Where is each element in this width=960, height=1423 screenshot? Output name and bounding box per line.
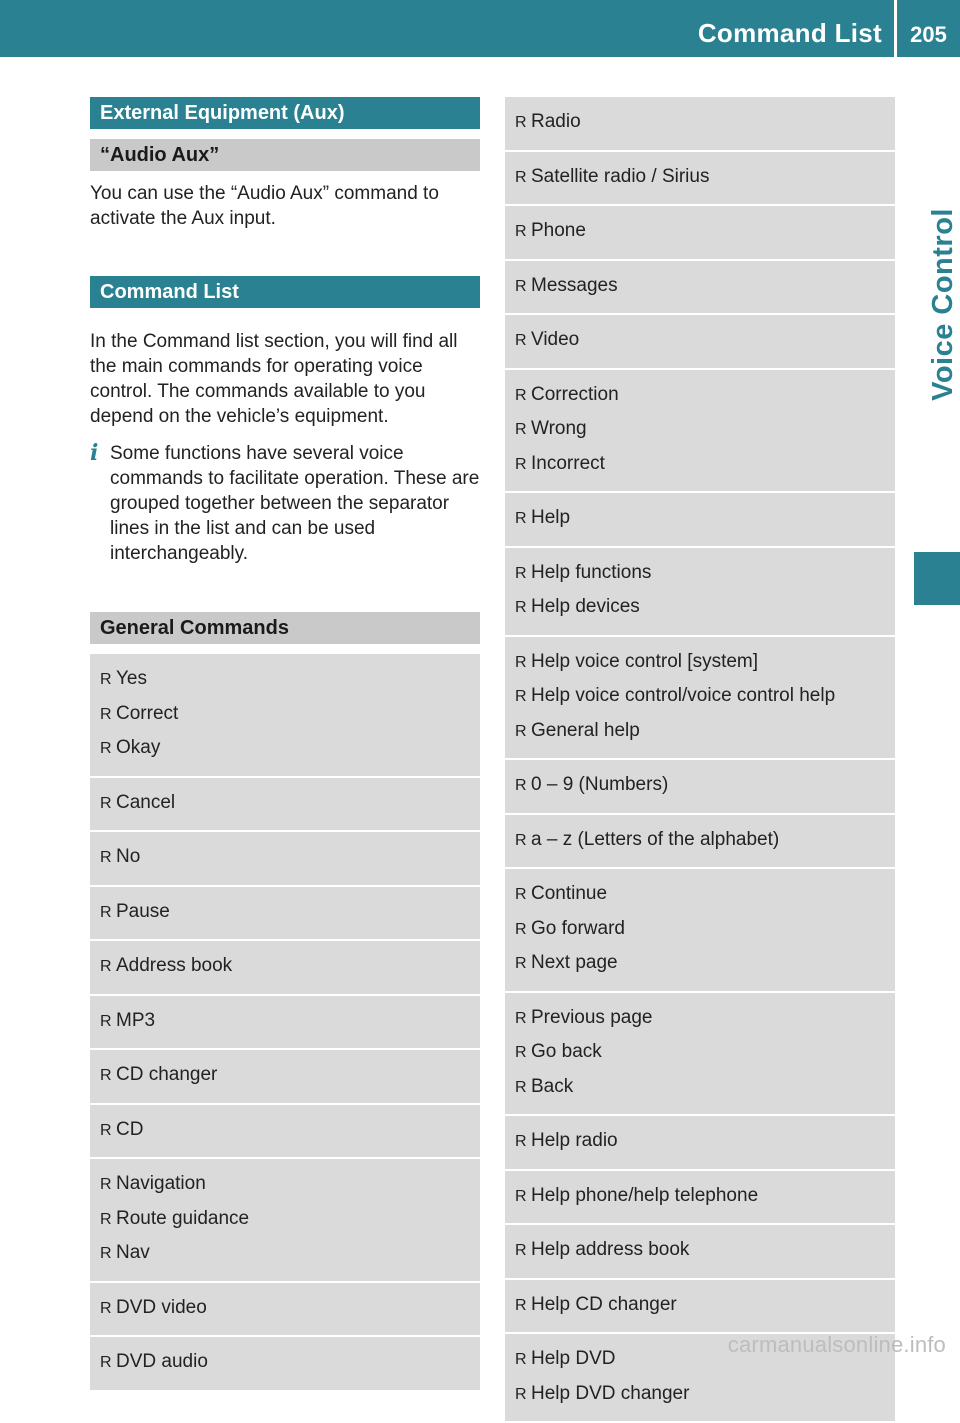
bullet-icon: R	[515, 223, 527, 240]
command-item	[515, 679, 885, 714]
command-list-heading: Command List	[90, 276, 480, 308]
command-item	[100, 786, 470, 821]
command-item	[515, 768, 885, 803]
page-header	[0, 0, 960, 57]
command-item	[100, 949, 470, 984]
command-item	[100, 731, 470, 766]
command-item	[515, 1124, 885, 1159]
command-item	[515, 877, 885, 912]
command-group	[90, 1050, 480, 1105]
page-number: 205	[910, 22, 947, 47]
command-item	[100, 662, 470, 697]
bullet-icon: R	[515, 831, 527, 849]
command-item	[515, 214, 885, 249]
bullet-icon: R	[100, 1299, 112, 1317]
command-item	[100, 697, 470, 732]
command-group	[90, 941, 480, 996]
command-group	[505, 760, 895, 815]
bullet-icon: R	[100, 903, 112, 921]
command-group	[505, 815, 895, 870]
command-item	[515, 714, 885, 749]
command-text: Video	[531, 329, 580, 350]
command-item	[515, 447, 885, 482]
command-text: Back	[531, 1075, 574, 1097]
command-text: DVD audio	[116, 1351, 208, 1372]
right-column	[505, 97, 895, 1423]
command-item	[100, 1058, 470, 1093]
bullet-icon: R	[100, 740, 112, 757]
bullet-icon: R	[515, 1133, 527, 1150]
command-text: Phone	[531, 220, 586, 241]
command-text: Incorrect	[531, 452, 605, 474]
command-group	[505, 97, 895, 152]
bullet-icon: R	[100, 671, 112, 688]
command-text: Help phone/help telephone	[531, 1184, 759, 1206]
bullet-icon: R	[515, 277, 527, 295]
command-text: Help functions	[531, 561, 652, 583]
command-item	[515, 823, 885, 858]
command-text: Continue	[531, 883, 608, 904]
bullet-icon: R	[100, 1121, 112, 1139]
command-text: Go back	[531, 1041, 602, 1062]
command-item	[515, 590, 885, 625]
bullet-icon: R	[515, 1009, 527, 1027]
bullet-icon: R	[515, 421, 527, 438]
command-text: Cancel	[116, 791, 176, 813]
command-group	[90, 887, 480, 942]
bullet-icon: R	[100, 1067, 112, 1084]
command-text: Satellite radio / Sirius	[531, 165, 710, 187]
bullet-icon: R	[515, 920, 527, 938]
command-item	[515, 645, 885, 680]
command-item	[515, 912, 885, 947]
left-column	[90, 97, 480, 1392]
bullet-icon: R	[515, 1385, 527, 1403]
command-text: Okay	[116, 737, 161, 758]
bullet-icon: R	[515, 168, 527, 186]
bullet-icon: R	[515, 688, 527, 705]
command-text: Help voice control/voice control help	[531, 685, 836, 706]
command-text: Correct	[116, 702, 179, 724]
command-group	[505, 548, 895, 637]
bullet-icon: R	[515, 1078, 527, 1096]
command-item	[515, 105, 885, 140]
command-text: Help address book	[531, 1239, 690, 1260]
command-text: Navigation	[116, 1173, 206, 1194]
header-title: Command List	[697, 18, 882, 48]
command-text: No	[116, 846, 141, 867]
command-item	[515, 1288, 885, 1323]
aux-description: You can use the “Audio Aux” command to activate the Aux input.	[90, 183, 439, 229]
command-group	[505, 206, 895, 261]
bullet-icon: R	[515, 114, 527, 131]
bullet-icon: R	[100, 705, 112, 723]
command-item	[100, 895, 470, 930]
bullet-icon: R	[515, 1351, 527, 1368]
command-item	[515, 946, 885, 981]
bullet-icon: R	[515, 653, 527, 671]
bullet-icon: R	[100, 1012, 112, 1030]
command-group	[505, 1225, 895, 1280]
command-group	[90, 778, 480, 833]
bullet-icon: R	[100, 1354, 112, 1371]
bullet-icon: R	[515, 1187, 527, 1205]
command-item	[515, 1179, 885, 1214]
command-text: MP3	[116, 1009, 156, 1031]
info-icon: i	[90, 440, 99, 466]
general-commands-heading: General Commands	[90, 612, 480, 644]
command-item	[100, 1236, 470, 1271]
command-item	[515, 323, 885, 358]
command-text: CD changer	[116, 1064, 218, 1085]
command-item	[515, 1377, 885, 1412]
command-text: Pause	[116, 900, 170, 922]
page-footer	[0, 1332, 960, 1362]
watermark: carmanualsonline.info	[727, 1332, 946, 1357]
bullet-icon: R	[100, 849, 112, 866]
command-text: Radio	[531, 111, 581, 132]
bullet-icon: R	[515, 955, 527, 972]
command-text: Help voice control [system]	[531, 650, 759, 672]
bullet-icon: R	[515, 886, 527, 903]
command-group	[505, 993, 895, 1117]
command-text: General help	[531, 719, 640, 741]
command-item	[515, 556, 885, 591]
command-item	[100, 840, 470, 875]
bullet-icon: R	[515, 1296, 527, 1314]
bullet-icon: R	[100, 1176, 112, 1193]
command-group	[505, 315, 895, 370]
command-item	[100, 1004, 470, 1039]
command-item	[515, 412, 885, 447]
command-list-intro: In the Command list section, you will find all the main commands for operating voice control. The commands available to you depend on the vehicle’s equipment.	[90, 331, 458, 427]
command-group	[505, 1116, 895, 1171]
bullet-icon: R	[100, 794, 112, 812]
command-text: a – z (Letters of the alphabet)	[531, 828, 780, 850]
command-text: Messages	[531, 274, 618, 296]
command-group	[505, 261, 895, 316]
side-tab-label: Voice Control	[927, 208, 959, 401]
command-item	[100, 1113, 470, 1148]
bullet-icon: R	[515, 1044, 527, 1061]
command-group	[505, 370, 895, 494]
info-note	[90, 441, 480, 566]
command-item	[515, 1035, 885, 1070]
bullet-icon: R	[100, 1245, 112, 1262]
side-tab	[914, 57, 960, 605]
command-item	[100, 1202, 470, 1237]
bullet-icon: R	[515, 510, 527, 527]
command-group	[90, 1283, 480, 1338]
command-group	[505, 1171, 895, 1226]
command-group	[90, 832, 480, 887]
command-group	[505, 1280, 895, 1335]
command-group	[505, 869, 895, 993]
bullet-icon: R	[100, 1210, 112, 1228]
command-text: Help	[531, 507, 571, 528]
command-text: Help devices	[531, 596, 640, 617]
audio-aux-subheading: “Audio Aux”	[90, 139, 480, 171]
command-text: Help DVD	[531, 1348, 616, 1369]
bullet-icon: R	[515, 564, 527, 582]
command-text: Address book	[116, 955, 233, 976]
command-group	[505, 493, 895, 548]
bullet-icon: R	[515, 332, 527, 349]
command-text: Help DVD changer	[531, 1382, 690, 1404]
command-group	[90, 1105, 480, 1160]
general-commands-list	[90, 654, 480, 1392]
command-text: Help CD changer	[531, 1293, 677, 1315]
command-item	[515, 160, 885, 195]
side-tab-marker	[914, 552, 960, 605]
aux-section-heading: External Equipment (Aux)	[90, 97, 480, 129]
command-item	[100, 1167, 470, 1202]
command-item	[515, 1233, 885, 1268]
bullet-icon: R	[515, 777, 527, 794]
side-tab-label-wrap	[914, 57, 960, 552]
command-text: Route guidance	[116, 1207, 250, 1229]
command-text: DVD video	[116, 1296, 207, 1318]
command-group	[505, 637, 895, 761]
command-item	[515, 1001, 885, 1036]
commands-list-continued	[505, 97, 895, 1423]
command-text: Yes	[116, 668, 147, 689]
command-text: Go forward	[531, 917, 625, 939]
bullet-icon: R	[100, 958, 112, 975]
bullet-icon: R	[515, 386, 527, 404]
command-item	[515, 269, 885, 304]
command-text: Correction	[531, 383, 619, 405]
command-group	[90, 654, 480, 778]
command-group	[505, 152, 895, 207]
command-item	[515, 501, 885, 536]
command-group	[90, 1159, 480, 1283]
command-group	[90, 996, 480, 1051]
command-item	[515, 378, 885, 413]
bullet-icon: R	[515, 455, 527, 473]
bullet-icon: R	[515, 599, 527, 616]
command-item	[100, 1291, 470, 1326]
command-text: Previous page	[531, 1006, 653, 1028]
command-text: Next page	[531, 952, 618, 973]
bullet-icon: R	[515, 722, 527, 740]
command-text: Wrong	[531, 418, 587, 439]
command-text: 0 – 9 (Numbers)	[531, 774, 669, 795]
bullet-icon: R	[515, 1242, 527, 1259]
command-text: Nav	[116, 1242, 150, 1263]
command-text: Help radio	[531, 1130, 618, 1151]
info-note-text: Some functions have several voice commands to facilitate operation. These are grouped together between the separator lines in the list and can be used interchangeably.	[110, 443, 480, 564]
command-item	[515, 1070, 885, 1105]
command-text: CD	[116, 1118, 144, 1140]
